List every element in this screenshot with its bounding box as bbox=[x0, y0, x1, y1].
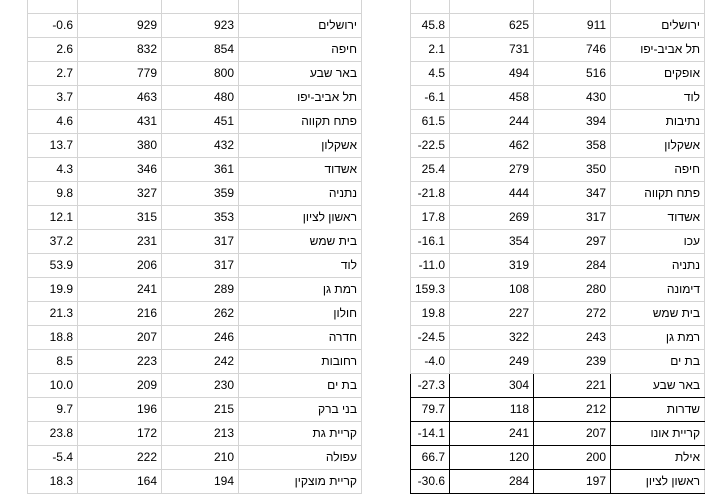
value-cell[interactable]: 216 bbox=[78, 302, 162, 326]
value-cell[interactable] bbox=[162, 0, 239, 14]
table-row bbox=[28, 302, 362, 326]
value-cell[interactable]: 284 bbox=[450, 470, 534, 494]
city-cell[interactable]: חולון bbox=[239, 302, 362, 326]
value-cell[interactable]: 164 bbox=[78, 470, 162, 494]
change-cell[interactable]: -5.4 bbox=[28, 446, 78, 470]
city-cell[interactable]: בת ים bbox=[239, 374, 362, 398]
table-row bbox=[28, 278, 362, 302]
city-cell[interactable]: בית שמש bbox=[239, 230, 362, 254]
table-row bbox=[411, 14, 705, 38]
value-cell[interactable]: 832 bbox=[78, 38, 162, 62]
change-cell[interactable]: 2.7 bbox=[28, 62, 78, 86]
change-cell[interactable]: -30.6 bbox=[411, 470, 450, 494]
change-cell[interactable]: 45.8 bbox=[411, 14, 450, 38]
city-cell[interactable]: תל אביב-יפו bbox=[239, 86, 362, 110]
left-table bbox=[27, 0, 362, 494]
value-cell[interactable]: 246 bbox=[162, 326, 239, 350]
right-table bbox=[410, 0, 705, 494]
city-cell[interactable] bbox=[611, 0, 705, 14]
table-row bbox=[28, 110, 362, 134]
value-cell[interactable]: 353 bbox=[162, 206, 239, 230]
city-cell[interactable]: רמת גן bbox=[611, 326, 705, 350]
value-cell[interactable]: 480 bbox=[162, 86, 239, 110]
change-cell[interactable]: 4.3 bbox=[28, 158, 78, 182]
city-cell[interactable]: בת ים bbox=[611, 350, 705, 374]
value-cell[interactable]: 494 bbox=[450, 62, 534, 86]
city-cell[interactable]: פתח תקווה bbox=[239, 110, 362, 134]
value-cell[interactable]: 319 bbox=[450, 254, 534, 278]
value-cell[interactable]: 243 bbox=[534, 326, 611, 350]
table-row bbox=[28, 374, 362, 398]
table-row bbox=[411, 470, 705, 494]
city-cell[interactable]: ראשון לציון bbox=[611, 470, 705, 494]
value-cell[interactable]: 213 bbox=[162, 422, 239, 446]
change-cell[interactable]: 4.6 bbox=[28, 110, 78, 134]
value-cell[interactable]: 317 bbox=[162, 230, 239, 254]
table-row bbox=[28, 470, 362, 494]
change-cell[interactable]: -6.1 bbox=[411, 86, 450, 110]
value-cell[interactable]: 431 bbox=[78, 110, 162, 134]
table-row bbox=[411, 350, 705, 374]
city-cell[interactable]: לוד bbox=[239, 254, 362, 278]
value-cell[interactable]: 262 bbox=[162, 302, 239, 326]
value-cell[interactable]: 120 bbox=[450, 446, 534, 470]
table-row bbox=[28, 62, 362, 86]
table-row bbox=[411, 278, 705, 302]
value-cell[interactable]: 451 bbox=[162, 110, 239, 134]
table-row bbox=[28, 38, 362, 62]
change-cell[interactable]: -22.5 bbox=[411, 134, 450, 158]
value-cell[interactable]: 227 bbox=[450, 302, 534, 326]
value-cell[interactable]: 304 bbox=[450, 374, 534, 398]
city-cell[interactable]: נתיבות bbox=[611, 110, 705, 134]
value-cell[interactable]: 458 bbox=[450, 86, 534, 110]
value-cell[interactable]: 289 bbox=[162, 278, 239, 302]
city-cell[interactable]: רמת גן bbox=[239, 278, 362, 302]
table-row bbox=[28, 254, 362, 278]
value-cell[interactable]: 118 bbox=[450, 398, 534, 422]
value-cell[interactable]: 327 bbox=[78, 182, 162, 206]
value-cell[interactable]: 197 bbox=[534, 470, 611, 494]
change-cell[interactable]: -24.5 bbox=[411, 326, 450, 350]
table-row bbox=[28, 398, 362, 422]
value-cell[interactable]: 731 bbox=[450, 38, 534, 62]
city-cell[interactable]: ירושלים bbox=[611, 14, 705, 38]
change-cell[interactable]: 19.9 bbox=[28, 278, 78, 302]
table-row bbox=[28, 158, 362, 182]
change-cell[interactable]: 13.7 bbox=[28, 134, 78, 158]
value-cell[interactable]: 284 bbox=[534, 254, 611, 278]
city-cell[interactable]: חיפה bbox=[611, 158, 705, 182]
table-row bbox=[411, 254, 705, 278]
value-cell[interactable]: 242 bbox=[162, 350, 239, 374]
value-cell[interactable]: 361 bbox=[162, 158, 239, 182]
city-cell[interactable]: באר שבע bbox=[239, 62, 362, 86]
city-cell[interactable]: חדרה bbox=[239, 326, 362, 350]
value-cell[interactable]: 854 bbox=[162, 38, 239, 62]
value-cell[interactable]: 625 bbox=[450, 14, 534, 38]
value-cell[interactable]: 279 bbox=[450, 158, 534, 182]
city-cell[interactable] bbox=[239, 0, 362, 14]
change-cell[interactable]: 10.0 bbox=[28, 374, 78, 398]
change-cell[interactable]: 19.8 bbox=[411, 302, 450, 326]
value-cell[interactable] bbox=[450, 0, 534, 14]
value-cell[interactable]: 800 bbox=[162, 62, 239, 86]
table-row bbox=[411, 62, 705, 86]
table-row bbox=[411, 374, 705, 398]
value-cell[interactable]: 209 bbox=[78, 374, 162, 398]
value-cell[interactable]: 196 bbox=[78, 398, 162, 422]
value-cell[interactable]: 350 bbox=[534, 158, 611, 182]
value-cell[interactable]: 222 bbox=[78, 446, 162, 470]
table-row bbox=[411, 422, 705, 446]
city-cell[interactable]: נתניה bbox=[239, 182, 362, 206]
city-cell[interactable]: אשקלון bbox=[611, 134, 705, 158]
city-cell[interactable]: בית שמש bbox=[611, 302, 705, 326]
value-cell[interactable]: 215 bbox=[162, 398, 239, 422]
change-cell[interactable]: -27.3 bbox=[411, 374, 450, 398]
value-cell[interactable]: 207 bbox=[78, 326, 162, 350]
table-row bbox=[411, 158, 705, 182]
city-cell[interactable]: עפולה bbox=[239, 446, 362, 470]
change-cell[interactable] bbox=[411, 0, 450, 14]
change-cell[interactable]: 159.3 bbox=[411, 278, 450, 302]
change-cell[interactable]: 2.1 bbox=[411, 38, 450, 62]
table-row bbox=[411, 86, 705, 110]
value-cell[interactable]: 929 bbox=[78, 14, 162, 38]
change-cell[interactable]: 4.5 bbox=[411, 62, 450, 86]
city-cell[interactable]: אילת bbox=[611, 446, 705, 470]
city-cell[interactable]: ראשון לציון bbox=[239, 206, 362, 230]
value-cell[interactable]: 297 bbox=[534, 230, 611, 254]
value-cell[interactable]: 239 bbox=[534, 350, 611, 374]
value-cell[interactable]: 394 bbox=[534, 110, 611, 134]
change-cell[interactable]: -4.0 bbox=[411, 350, 450, 374]
value-cell[interactable]: 315 bbox=[78, 206, 162, 230]
table-row bbox=[411, 446, 705, 470]
table-row bbox=[411, 230, 705, 254]
change-cell[interactable]: 18.8 bbox=[28, 326, 78, 350]
value-cell[interactable]: 317 bbox=[162, 254, 239, 278]
city-cell[interactable]: עכו bbox=[611, 230, 705, 254]
value-cell[interactable] bbox=[534, 0, 611, 14]
value-cell[interactable]: 746 bbox=[534, 38, 611, 62]
value-cell[interactable]: 241 bbox=[78, 278, 162, 302]
change-cell[interactable] bbox=[28, 0, 78, 14]
city-cell[interactable]: נתניה bbox=[611, 254, 705, 278]
change-cell[interactable]: -16.1 bbox=[411, 230, 450, 254]
value-cell[interactable]: 249 bbox=[450, 350, 534, 374]
table-row bbox=[28, 86, 362, 110]
value-cell[interactable]: 923 bbox=[162, 14, 239, 38]
city-cell[interactable]: אשקלון bbox=[239, 134, 362, 158]
value-cell[interactable]: 430 bbox=[534, 86, 611, 110]
city-cell[interactable]: תל אביב-יפו bbox=[611, 38, 705, 62]
value-cell[interactable]: 359 bbox=[162, 182, 239, 206]
value-cell[interactable]: 347 bbox=[534, 182, 611, 206]
table-row bbox=[28, 206, 362, 230]
value-cell[interactable]: 221 bbox=[534, 374, 611, 398]
change-cell[interactable]: 53.9 bbox=[28, 254, 78, 278]
change-cell[interactable]: -11.0 bbox=[411, 254, 450, 278]
table-row bbox=[411, 0, 705, 14]
city-cell[interactable]: אשדוד bbox=[239, 158, 362, 182]
city-cell[interactable]: אשדוד bbox=[611, 206, 705, 230]
value-cell[interactable]: 244 bbox=[450, 110, 534, 134]
table-row bbox=[411, 110, 705, 134]
table-row bbox=[28, 14, 362, 38]
value-cell[interactable]: 380 bbox=[78, 134, 162, 158]
city-cell[interactable]: קריית אונו bbox=[611, 422, 705, 446]
change-cell[interactable]: 17.8 bbox=[411, 206, 450, 230]
table-row bbox=[28, 230, 362, 254]
city-cell[interactable]: באר שבע bbox=[611, 374, 705, 398]
value-cell[interactable]: 779 bbox=[78, 62, 162, 86]
table-row bbox=[411, 134, 705, 158]
value-cell[interactable]: 230 bbox=[162, 374, 239, 398]
table-row bbox=[28, 326, 362, 350]
value-cell[interactable]: 212 bbox=[534, 398, 611, 422]
change-cell[interactable]: 21.3 bbox=[28, 302, 78, 326]
value-cell[interactable]: 346 bbox=[78, 158, 162, 182]
value-cell[interactable]: 241 bbox=[450, 422, 534, 446]
table-row bbox=[28, 446, 362, 470]
city-cell[interactable]: קריית גת bbox=[239, 422, 362, 446]
city-cell[interactable]: שדרות bbox=[611, 398, 705, 422]
change-cell[interactable]: 12.1 bbox=[28, 206, 78, 230]
change-cell[interactable]: 18.3 bbox=[28, 470, 78, 494]
change-cell[interactable]: 61.5 bbox=[411, 110, 450, 134]
change-cell[interactable]: -0.6 bbox=[28, 14, 78, 38]
value-cell[interactable]: 280 bbox=[534, 278, 611, 302]
change-cell[interactable]: 9.8 bbox=[28, 182, 78, 206]
change-cell[interactable]: 37.2 bbox=[28, 230, 78, 254]
table-row bbox=[411, 302, 705, 326]
table-row bbox=[411, 182, 705, 206]
change-cell[interactable]: 79.7 bbox=[411, 398, 450, 422]
value-cell[interactable]: 354 bbox=[450, 230, 534, 254]
table-row bbox=[28, 422, 362, 446]
table-row bbox=[411, 398, 705, 422]
city-cell[interactable]: קריית מוצקין bbox=[239, 470, 362, 494]
change-cell[interactable]: 66.7 bbox=[411, 446, 450, 470]
value-cell[interactable]: 172 bbox=[78, 422, 162, 446]
change-cell[interactable]: 3.7 bbox=[28, 86, 78, 110]
city-cell[interactable]: רחובות bbox=[239, 350, 362, 374]
value-cell[interactable]: 462 bbox=[450, 134, 534, 158]
value-cell[interactable]: 322 bbox=[450, 326, 534, 350]
value-cell[interactable]: 432 bbox=[162, 134, 239, 158]
value-cell[interactable]: 223 bbox=[78, 350, 162, 374]
city-cell[interactable]: דימונה bbox=[611, 278, 705, 302]
city-cell[interactable]: אופקים bbox=[611, 62, 705, 86]
value-cell[interactable]: 317 bbox=[534, 206, 611, 230]
city-cell[interactable]: בני ברק bbox=[239, 398, 362, 422]
table-row bbox=[28, 0, 362, 14]
value-cell[interactable]: 108 bbox=[450, 278, 534, 302]
table-row bbox=[411, 38, 705, 62]
table-row bbox=[28, 182, 362, 206]
value-cell[interactable] bbox=[78, 0, 162, 14]
city-cell[interactable]: ירושלים bbox=[239, 14, 362, 38]
value-cell[interactable]: 911 bbox=[534, 14, 611, 38]
value-cell[interactable]: 231 bbox=[78, 230, 162, 254]
value-cell[interactable]: 358 bbox=[534, 134, 611, 158]
table-row bbox=[28, 350, 362, 374]
value-cell[interactable]: 269 bbox=[450, 206, 534, 230]
value-cell[interactable]: 207 bbox=[534, 422, 611, 446]
value-cell[interactable]: 200 bbox=[534, 446, 611, 470]
table-row bbox=[28, 134, 362, 158]
table-row bbox=[411, 206, 705, 230]
change-cell[interactable]: 8.5 bbox=[28, 350, 78, 374]
city-cell[interactable]: חיפה bbox=[239, 38, 362, 62]
change-cell[interactable]: 25.4 bbox=[411, 158, 450, 182]
city-cell[interactable]: פתח תקווה bbox=[611, 182, 705, 206]
change-cell[interactable]: 2.6 bbox=[28, 38, 78, 62]
change-cell[interactable]: 9.7 bbox=[28, 398, 78, 422]
change-cell[interactable]: -21.8 bbox=[411, 182, 450, 206]
value-cell[interactable]: 206 bbox=[78, 254, 162, 278]
value-cell[interactable]: 210 bbox=[162, 446, 239, 470]
table-row bbox=[411, 326, 705, 350]
value-cell[interactable]: 444 bbox=[450, 182, 534, 206]
change-cell[interactable]: -14.1 bbox=[411, 422, 450, 446]
value-cell[interactable]: 463 bbox=[78, 86, 162, 110]
city-cell[interactable]: לוד bbox=[611, 86, 705, 110]
value-cell[interactable]: 194 bbox=[162, 470, 239, 494]
value-cell[interactable]: 516 bbox=[534, 62, 611, 86]
value-cell[interactable]: 272 bbox=[534, 302, 611, 326]
change-cell[interactable]: 23.8 bbox=[28, 422, 78, 446]
